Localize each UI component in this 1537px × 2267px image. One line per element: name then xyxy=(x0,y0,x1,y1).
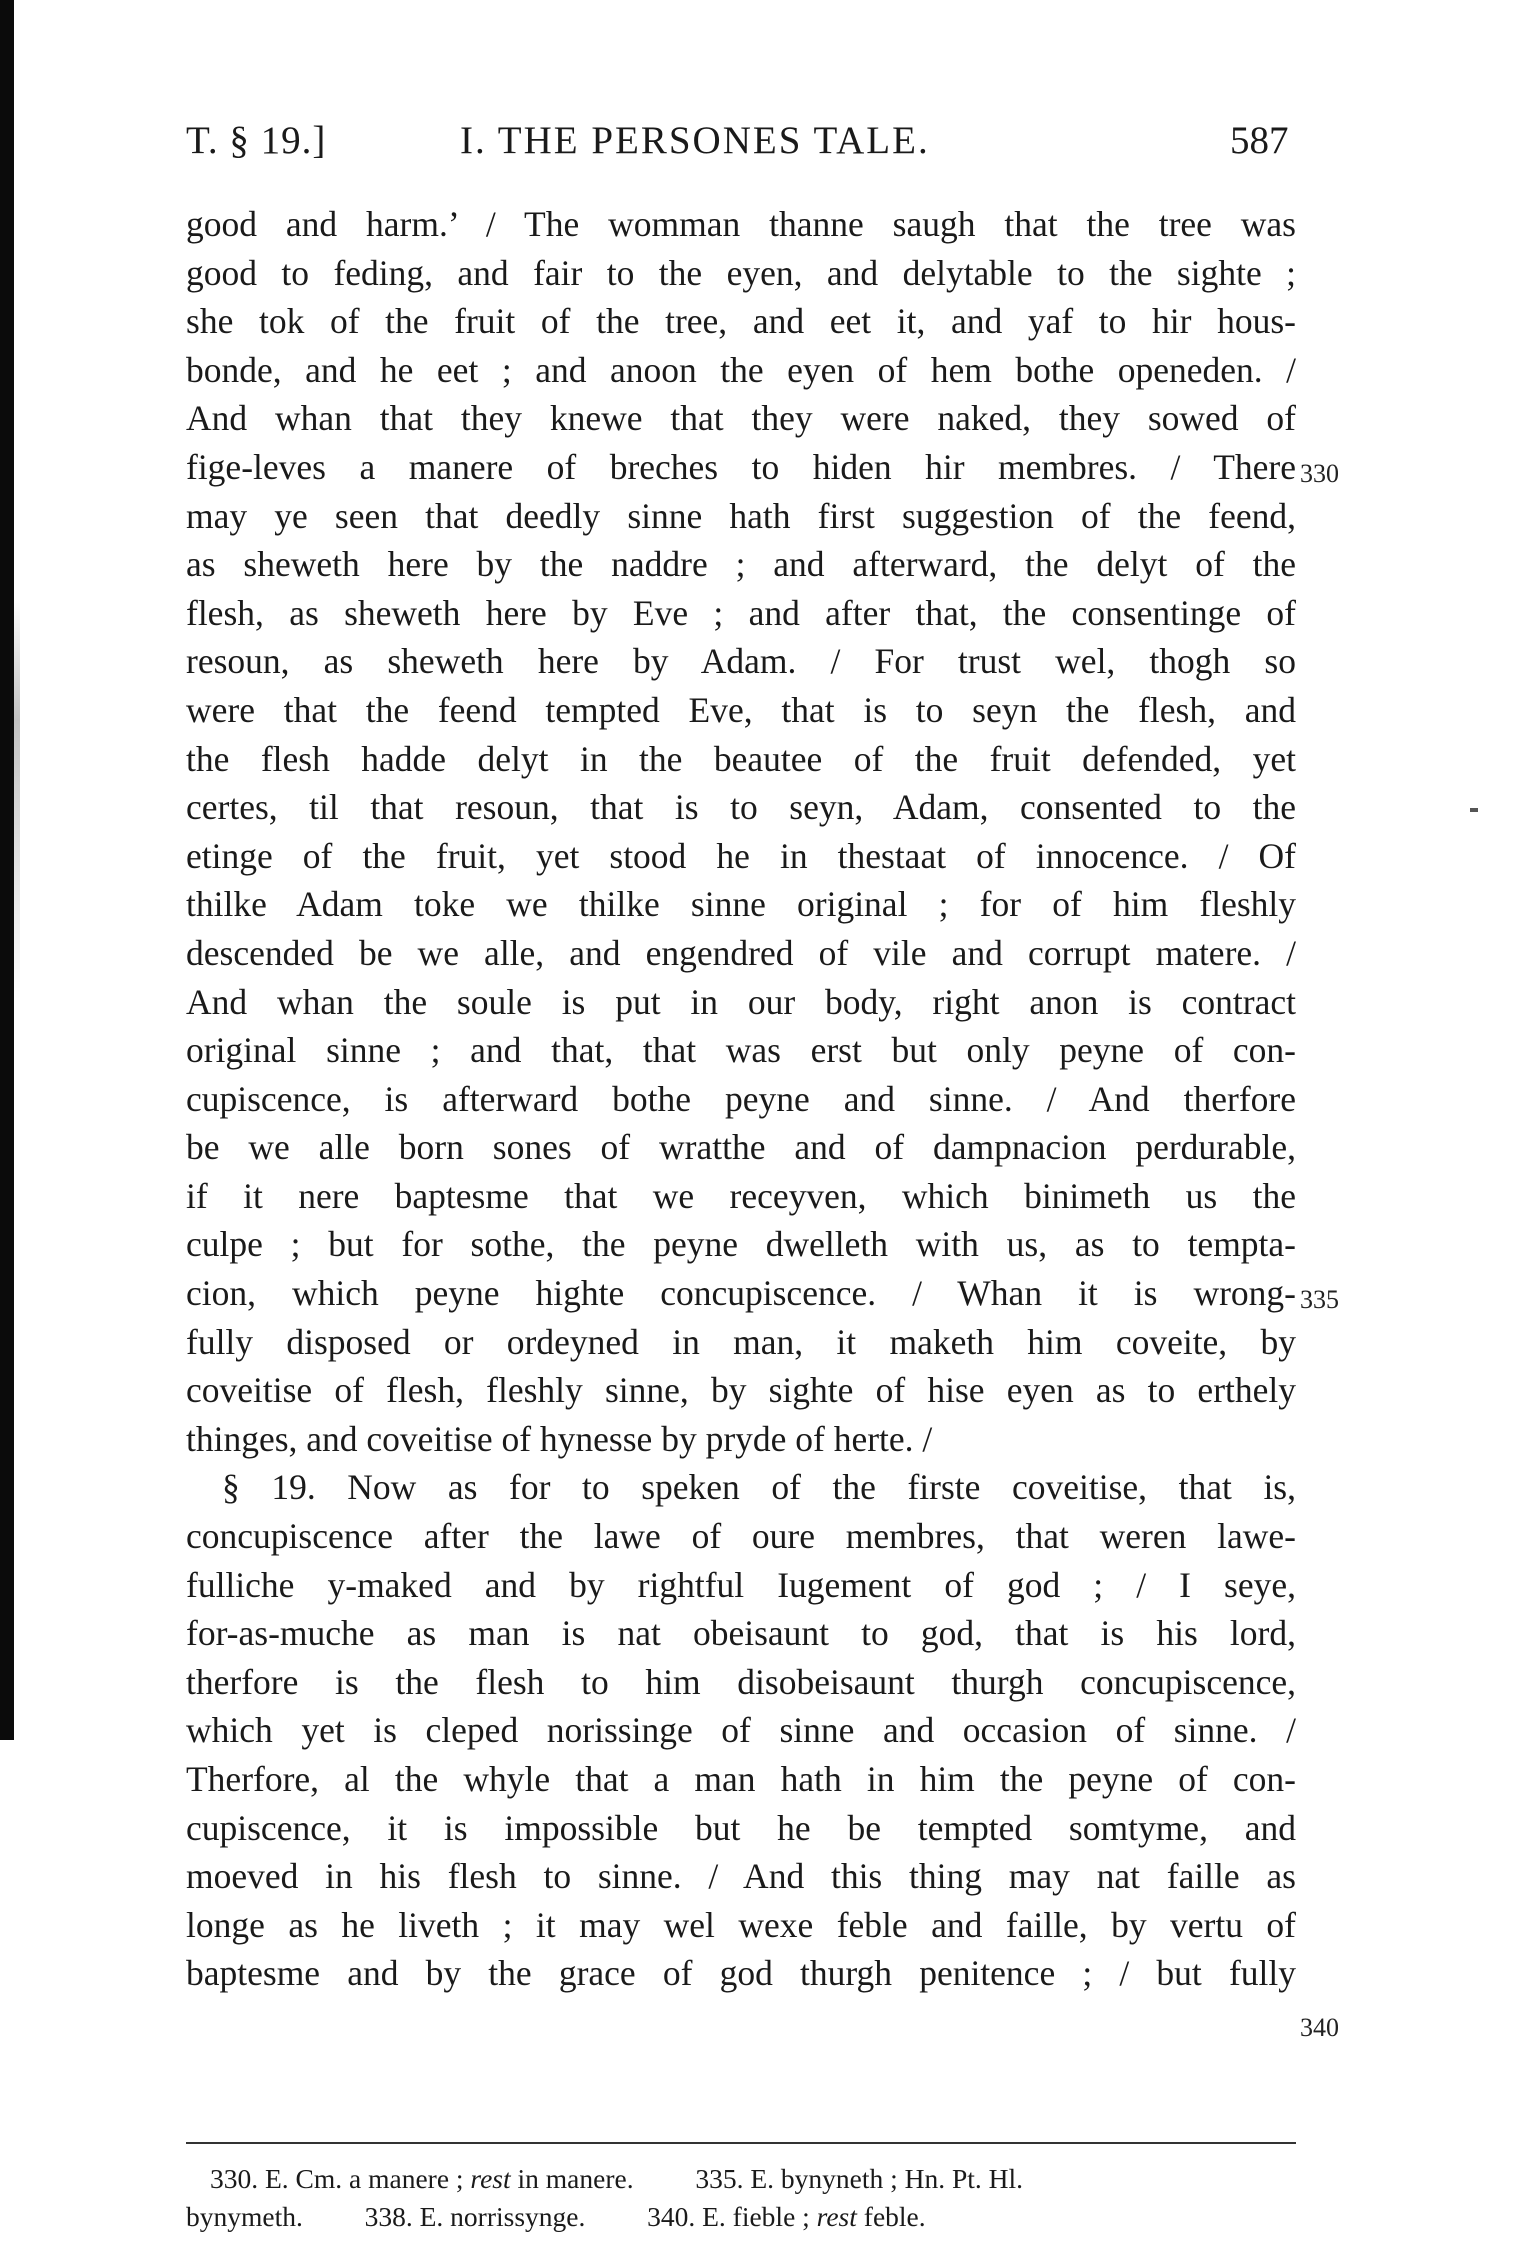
text-line: which yet is cleped norissinge of sinne and occasion of sinne. / xyxy=(186,1710,1296,1751)
scan-speck xyxy=(1470,808,1478,812)
footnote-text: E. bynyneth ; Hn. Pt. Hl. xyxy=(750,2163,1024,2194)
footnote-number: 330. xyxy=(210,2163,259,2194)
page-title: I. THE PERSONES TALE. xyxy=(460,119,930,162)
text-line: were that the feend tempted Eve, that is to seyn the flesh, and xyxy=(186,689,1296,730)
footnote-number: 335. xyxy=(695,2163,744,2194)
section-heading-line: § 19. Now as for to speken of the firste coveitise, that is, xyxy=(222,1467,1296,1508)
text-line: certes, til that resoun, that is to seyn, Adam, consented to the xyxy=(186,787,1296,828)
line-number-330: 330 xyxy=(1300,459,1339,488)
line-number-335: 335 xyxy=(1300,1285,1339,1314)
footnote-text: E. fieble ; xyxy=(702,2201,810,2232)
footnote-italic: rest xyxy=(816,2201,857,2232)
text-line: longe as he liveth ; it may wel wexe feble and faille, by vertu of xyxy=(186,1904,1296,1945)
text-line: therfore is the flesh to him disobeisaunt thurgh concupiscence, xyxy=(186,1661,1296,1702)
text-line: bonde, and he eet ; and anoon the eyen of hem bothe openeden. / xyxy=(186,349,1296,390)
text-line: thinges, and coveitise of hynesse by pryde of herte. / xyxy=(186,1418,933,1459)
line-number-340: 340 xyxy=(1300,2013,1339,2042)
text-line: for-as-muche as man is nat obeisaunt to god, that is his lord, xyxy=(186,1613,1296,1654)
footnotes xyxy=(186,2160,1296,2236)
text-line: cion, which peyne highte concupiscence. / Whan it is wrong- xyxy=(186,1273,1296,1314)
text-line: be we alle born sones of wratthe and of dampnacion perdurable, xyxy=(186,1127,1296,1168)
footnote-text: bynymeth. xyxy=(186,2201,303,2232)
text-line: culpe ; but for sothe, the peyne dwelleth with us, as to tempta- xyxy=(186,1224,1296,1265)
page-number: 587 xyxy=(1230,119,1289,162)
footnote-text: E. Cm. a manere ; xyxy=(265,2163,464,2194)
text-line: flesh, as sheweth here by Eve ; and after that, the consentinge of xyxy=(186,592,1296,633)
text-line: if it nere baptesme that we receyven, which binimeth us the xyxy=(186,1175,1296,1216)
text-line: good to feding, and fair to the eyen, and delytable to the sighte ; xyxy=(186,252,1296,293)
footnote-text: in manere. xyxy=(517,2163,634,2194)
body-text xyxy=(186,200,1296,1998)
footnote-italic: rest xyxy=(470,2163,511,2194)
footnote-number: 340. xyxy=(647,2201,696,2232)
text-line: may ye seen that deedly sinne hath first suggestion of the feend, xyxy=(186,495,1296,536)
text-line: Therfore, al the whyle that a man hath in him the peyne of con- xyxy=(186,1759,1296,1799)
text-line: thilke Adam toke we thilke sinne original ; for of him fleshly xyxy=(186,884,1296,925)
text-line: original sinne ; and that, that was erst but only peyne of con- xyxy=(186,1030,1296,1071)
footnote-line xyxy=(186,2198,1296,2236)
footnote-line xyxy=(210,2160,1296,2198)
text-line: as sheweth here by the naddre ; and afterward, the delyt of the xyxy=(186,544,1296,585)
text-line: fully disposed or ordeyned in man, it maketh him coveite, by xyxy=(186,1321,1296,1362)
running-header xyxy=(0,118,1537,178)
footnote-text: feble. xyxy=(863,2201,926,2232)
text-line: she tok of the fruit of the tree, and eet it, and yaf to hir hous- xyxy=(186,301,1296,342)
text-line: cupiscence, is afterward bothe peyne and sinne. / And therfore xyxy=(186,1078,1296,1119)
text-line: And whan that they knewe that they were naked, they sowed of xyxy=(186,398,1296,439)
scan-binding-edge xyxy=(0,0,14,1740)
footnote-rule xyxy=(186,2142,1296,2144)
section-reference: T. § 19.] xyxy=(186,119,327,162)
footnote-number: 338. xyxy=(364,2201,413,2232)
text-line: moeved in his flesh to sinne. / And this thing may nat faille as xyxy=(186,1856,1296,1897)
text-line: fulliche y-maked and by rightful Iugement of god ; / I seye, xyxy=(186,1564,1296,1605)
text-line: concupiscence after the lawe of oure membres, that weren lawe- xyxy=(186,1516,1296,1557)
text-line: coveitise of flesh, fleshly sinne, by sighte of hise eyen as to erthely xyxy=(186,1370,1296,1411)
scan-shadow xyxy=(14,600,20,1000)
text-line: the flesh hadde delyt in the beautee of the fruit defended, yet xyxy=(186,738,1296,779)
text-line: resoun, as sheweth here by Adam. / For trust wel, thogh so xyxy=(186,641,1296,682)
footnote-text: E. norrissynge. xyxy=(419,2201,586,2232)
text-line: And whan the soule is put in our body, right anon is contract xyxy=(186,981,1296,1022)
text-line: descended be we alle, and engendred of vile and corrupt matere. / xyxy=(186,932,1296,973)
text-line: cupiscence, it is impossible but he be tempted somtyme, and xyxy=(186,1807,1296,1848)
text-line: etinge of the fruit, yet stood he in thestaat of innocence. / Of xyxy=(186,835,1296,876)
text-line: fige-leves a manere of breches to hiden hir membres. / There xyxy=(186,446,1296,487)
text-line: baptesme and by the grace of god thurgh penitence ; / but fully xyxy=(186,1953,1296,1994)
text-line: good and harm.’ / The womman thanne saugh that the tree was xyxy=(186,204,1296,244)
